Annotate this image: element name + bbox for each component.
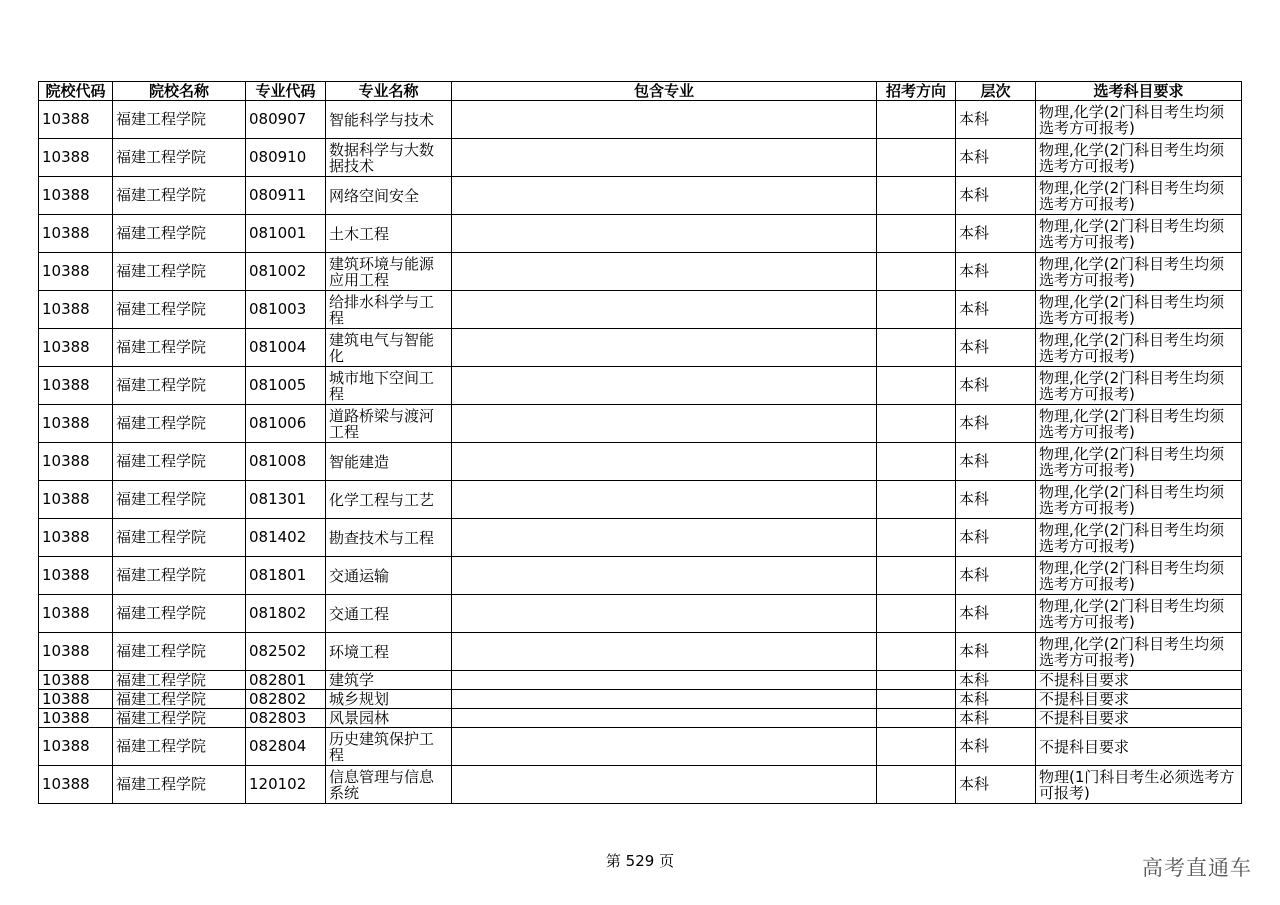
cell-included-majors (452, 329, 877, 367)
cell-major-code: 081002 (246, 253, 326, 291)
header-subject-requirement: 选考科目要求 (1036, 82, 1242, 101)
cell-direction (877, 253, 956, 291)
cell-direction (877, 215, 956, 253)
cell-school-name: 福建工程学院 (113, 671, 246, 690)
cell-major-code: 082802 (246, 690, 326, 709)
cell-direction (877, 139, 956, 177)
cell-direction (877, 329, 956, 367)
cell-included-majors (452, 595, 877, 633)
cell-major-name: 智能科学与技术 (326, 101, 452, 139)
cell-school-name: 福建工程学院 (113, 709, 246, 728)
cell-subject-requirement: 物理(1门科目考生必须选考方可报考) (1036, 766, 1242, 804)
header-school-name: 院校名称 (113, 82, 246, 101)
cell-direction (877, 177, 956, 215)
cell-school-code: 10388 (39, 329, 113, 367)
cell-direction (877, 671, 956, 690)
cell-major-name: 交通运输 (326, 557, 452, 595)
cell-level: 本科 (956, 557, 1036, 595)
table-row (39, 595, 1242, 633)
cell-major-code: 081008 (246, 443, 326, 481)
cell-major-name: 风景园林 (326, 709, 452, 728)
cell-school-name: 福建工程学院 (113, 481, 246, 519)
cell-level: 本科 (956, 215, 1036, 253)
cell-level: 本科 (956, 766, 1036, 804)
table-row (39, 671, 1242, 690)
cell-direction (877, 443, 956, 481)
cell-level: 本科 (956, 690, 1036, 709)
cell-included-majors (452, 405, 877, 443)
table-row (39, 519, 1242, 557)
table-row (39, 329, 1242, 367)
cell-level: 本科 (956, 595, 1036, 633)
cell-school-code: 10388 (39, 291, 113, 329)
cell-major-name: 建筑学 (326, 671, 452, 690)
cell-school-name: 福建工程学院 (113, 177, 246, 215)
cell-direction (877, 405, 956, 443)
cell-major-code: 081801 (246, 557, 326, 595)
cell-included-majors (452, 101, 877, 139)
cell-school-code: 10388 (39, 253, 113, 291)
cell-major-name: 环境工程 (326, 633, 452, 671)
cell-direction (877, 101, 956, 139)
table-row (39, 177, 1242, 215)
cell-major-code: 081001 (246, 215, 326, 253)
cell-direction (877, 595, 956, 633)
cell-major-name: 智能建造 (326, 443, 452, 481)
header-included-majors: 包含专业 (452, 82, 877, 101)
cell-major-code: 081003 (246, 291, 326, 329)
cell-direction (877, 766, 956, 804)
cell-school-code: 10388 (39, 690, 113, 709)
cell-level: 本科 (956, 139, 1036, 177)
table-row (39, 367, 1242, 405)
cell-school-name: 福建工程学院 (113, 519, 246, 557)
cell-subject-requirement: 物理,化学(2门科目考生均须选考方可报考) (1036, 519, 1242, 557)
cell-included-majors (452, 690, 877, 709)
cell-included-majors (452, 728, 877, 766)
cell-major-code: 082801 (246, 671, 326, 690)
cell-major-name: 历史建筑保护工程 (326, 728, 452, 766)
cell-direction (877, 519, 956, 557)
cell-included-majors (452, 633, 877, 671)
cell-level: 本科 (956, 671, 1036, 690)
table-row (39, 728, 1242, 766)
cell-major-name: 土木工程 (326, 215, 452, 253)
cell-included-majors (452, 709, 877, 728)
cell-major-name: 道路桥梁与渡河工程 (326, 405, 452, 443)
cell-school-name: 福建工程学院 (113, 367, 246, 405)
cell-subject-requirement: 不提科目要求 (1036, 690, 1242, 709)
cell-school-name: 福建工程学院 (113, 139, 246, 177)
header-row (39, 82, 1242, 101)
cell-school-code: 10388 (39, 709, 113, 728)
cell-school-code: 10388 (39, 101, 113, 139)
cell-subject-requirement: 物理,化学(2门科目考生均须选考方可报考) (1036, 443, 1242, 481)
cell-school-code: 10388 (39, 405, 113, 443)
cell-major-code: 082502 (246, 633, 326, 671)
cell-major-code: 081802 (246, 595, 326, 633)
cell-school-name: 福建工程学院 (113, 633, 246, 671)
table-row (39, 690, 1242, 709)
cell-school-name: 福建工程学院 (113, 215, 246, 253)
cell-school-code: 10388 (39, 671, 113, 690)
cell-direction (877, 291, 956, 329)
table-row (39, 291, 1242, 329)
table-row (39, 557, 1242, 595)
cell-direction (877, 633, 956, 671)
cell-level: 本科 (956, 405, 1036, 443)
cell-level: 本科 (956, 291, 1036, 329)
cell-major-name: 勘查技术与工程 (326, 519, 452, 557)
cell-major-code: 081006 (246, 405, 326, 443)
header-major-code: 专业代码 (246, 82, 326, 101)
table-row (39, 101, 1242, 139)
table-row (39, 443, 1242, 481)
cell-subject-requirement: 不提科目要求 (1036, 671, 1242, 690)
cell-major-code: 081301 (246, 481, 326, 519)
cell-major-code: 081004 (246, 329, 326, 367)
cell-school-name: 福建工程学院 (113, 291, 246, 329)
watermark-text: 高考直通车 (1142, 856, 1252, 880)
cell-major-name: 网络空间安全 (326, 177, 452, 215)
cell-school-code: 10388 (39, 519, 113, 557)
cell-subject-requirement: 物理,化学(2门科目考生均须选考方可报考) (1036, 557, 1242, 595)
table-row (39, 766, 1242, 804)
cell-subject-requirement: 物理,化学(2门科目考生均须选考方可报考) (1036, 633, 1242, 671)
cell-included-majors (452, 215, 877, 253)
cell-school-name: 福建工程学院 (113, 557, 246, 595)
header-direction: 招考方向 (877, 82, 956, 101)
cell-level: 本科 (956, 728, 1036, 766)
cell-school-code: 10388 (39, 481, 113, 519)
cell-subject-requirement: 物理,化学(2门科目考生均须选考方可报考) (1036, 101, 1242, 139)
header-level: 层次 (956, 82, 1036, 101)
cell-school-code: 10388 (39, 633, 113, 671)
header-major-name: 专业名称 (326, 82, 452, 101)
cell-subject-requirement: 物理,化学(2门科目考生均须选考方可报考) (1036, 595, 1242, 633)
cell-school-code: 10388 (39, 215, 113, 253)
cell-direction (877, 709, 956, 728)
table-row (39, 405, 1242, 443)
cell-major-code: 082803 (246, 709, 326, 728)
cell-major-name: 数据科学与大数据技术 (326, 139, 452, 177)
cell-level: 本科 (956, 633, 1036, 671)
cell-subject-requirement: 物理,化学(2门科目考生均须选考方可报考) (1036, 481, 1242, 519)
cell-school-name: 福建工程学院 (113, 595, 246, 633)
cell-school-code: 10388 (39, 139, 113, 177)
cell-level: 本科 (956, 519, 1036, 557)
cell-subject-requirement: 物理,化学(2门科目考生均须选考方可报考) (1036, 329, 1242, 367)
cell-major-name: 交通工程 (326, 595, 452, 633)
cell-subject-requirement: 物理,化学(2门科目考生均须选考方可报考) (1036, 253, 1242, 291)
cell-school-name: 福建工程学院 (113, 443, 246, 481)
table-row (39, 215, 1242, 253)
cell-direction (877, 690, 956, 709)
cell-included-majors (452, 139, 877, 177)
cell-major-code: 082804 (246, 728, 326, 766)
cell-included-majors (452, 443, 877, 481)
cell-level: 本科 (956, 709, 1036, 728)
cell-subject-requirement: 不提科目要求 (1036, 709, 1242, 728)
table-row (39, 709, 1242, 728)
table-row (39, 633, 1242, 671)
cell-major-name: 城乡规划 (326, 690, 452, 709)
cell-school-code: 10388 (39, 766, 113, 804)
cell-included-majors (452, 671, 877, 690)
cell-included-majors (452, 766, 877, 804)
cell-school-code: 10388 (39, 557, 113, 595)
cell-included-majors (452, 481, 877, 519)
cell-school-name: 福建工程学院 (113, 253, 246, 291)
cell-included-majors (452, 253, 877, 291)
cell-direction (877, 481, 956, 519)
cell-included-majors (452, 557, 877, 595)
cell-major-name: 给排水科学与工程 (326, 291, 452, 329)
cell-major-code: 080911 (246, 177, 326, 215)
cell-direction (877, 367, 956, 405)
page-number: 第 529 页 (605, 852, 675, 870)
cell-major-name: 化学工程与工艺 (326, 481, 452, 519)
cell-school-code: 10388 (39, 443, 113, 481)
cell-subject-requirement: 物理,化学(2门科目考生均须选考方可报考) (1036, 139, 1242, 177)
cell-level: 本科 (956, 253, 1036, 291)
table-row (39, 253, 1242, 291)
cell-major-name: 信息管理与信息系统 (326, 766, 452, 804)
cell-level: 本科 (956, 481, 1036, 519)
cell-school-name: 福建工程学院 (113, 101, 246, 139)
cell-subject-requirement: 物理,化学(2门科目考生均须选考方可报考) (1036, 177, 1242, 215)
cell-major-name: 建筑电气与智能化 (326, 329, 452, 367)
table-body (39, 101, 1242, 804)
cell-school-code: 10388 (39, 595, 113, 633)
cell-subject-requirement: 物理,化学(2门科目考生均须选考方可报考) (1036, 405, 1242, 443)
cell-major-code: 081005 (246, 367, 326, 405)
cell-major-name: 城市地下空间工程 (326, 367, 452, 405)
cell-school-name: 福建工程学院 (113, 329, 246, 367)
cell-school-code: 10388 (39, 367, 113, 405)
cell-school-name: 福建工程学院 (113, 690, 246, 709)
cell-level: 本科 (956, 443, 1036, 481)
table-row (39, 481, 1242, 519)
cell-school-name: 福建工程学院 (113, 766, 246, 804)
admission-table (38, 81, 1242, 804)
cell-level: 本科 (956, 367, 1036, 405)
cell-level: 本科 (956, 329, 1036, 367)
cell-school-name: 福建工程学院 (113, 728, 246, 766)
cell-major-code: 081402 (246, 519, 326, 557)
cell-direction (877, 728, 956, 766)
cell-included-majors (452, 291, 877, 329)
cell-included-majors (452, 519, 877, 557)
cell-major-name: 建筑环境与能源应用工程 (326, 253, 452, 291)
cell-subject-requirement: 物理,化学(2门科目考生均须选考方可报考) (1036, 291, 1242, 329)
cell-major-code: 080907 (246, 101, 326, 139)
cell-subject-requirement: 物理,化学(2门科目考生均须选考方可报考) (1036, 215, 1242, 253)
cell-direction (877, 557, 956, 595)
cell-level: 本科 (956, 177, 1036, 215)
cell-included-majors (452, 367, 877, 405)
header-school-code: 院校代码 (39, 82, 113, 101)
cell-subject-requirement: 物理,化学(2门科目考生均须选考方可报考) (1036, 367, 1242, 405)
table-row (39, 139, 1242, 177)
cell-school-code: 10388 (39, 728, 113, 766)
cell-subject-requirement: 不提科目要求 (1036, 728, 1242, 766)
cell-school-name: 福建工程学院 (113, 405, 246, 443)
cell-major-code: 080910 (246, 139, 326, 177)
cell-school-code: 10388 (39, 177, 113, 215)
cell-included-majors (452, 177, 877, 215)
cell-level: 本科 (956, 101, 1036, 139)
cell-major-code: 120102 (246, 766, 326, 804)
